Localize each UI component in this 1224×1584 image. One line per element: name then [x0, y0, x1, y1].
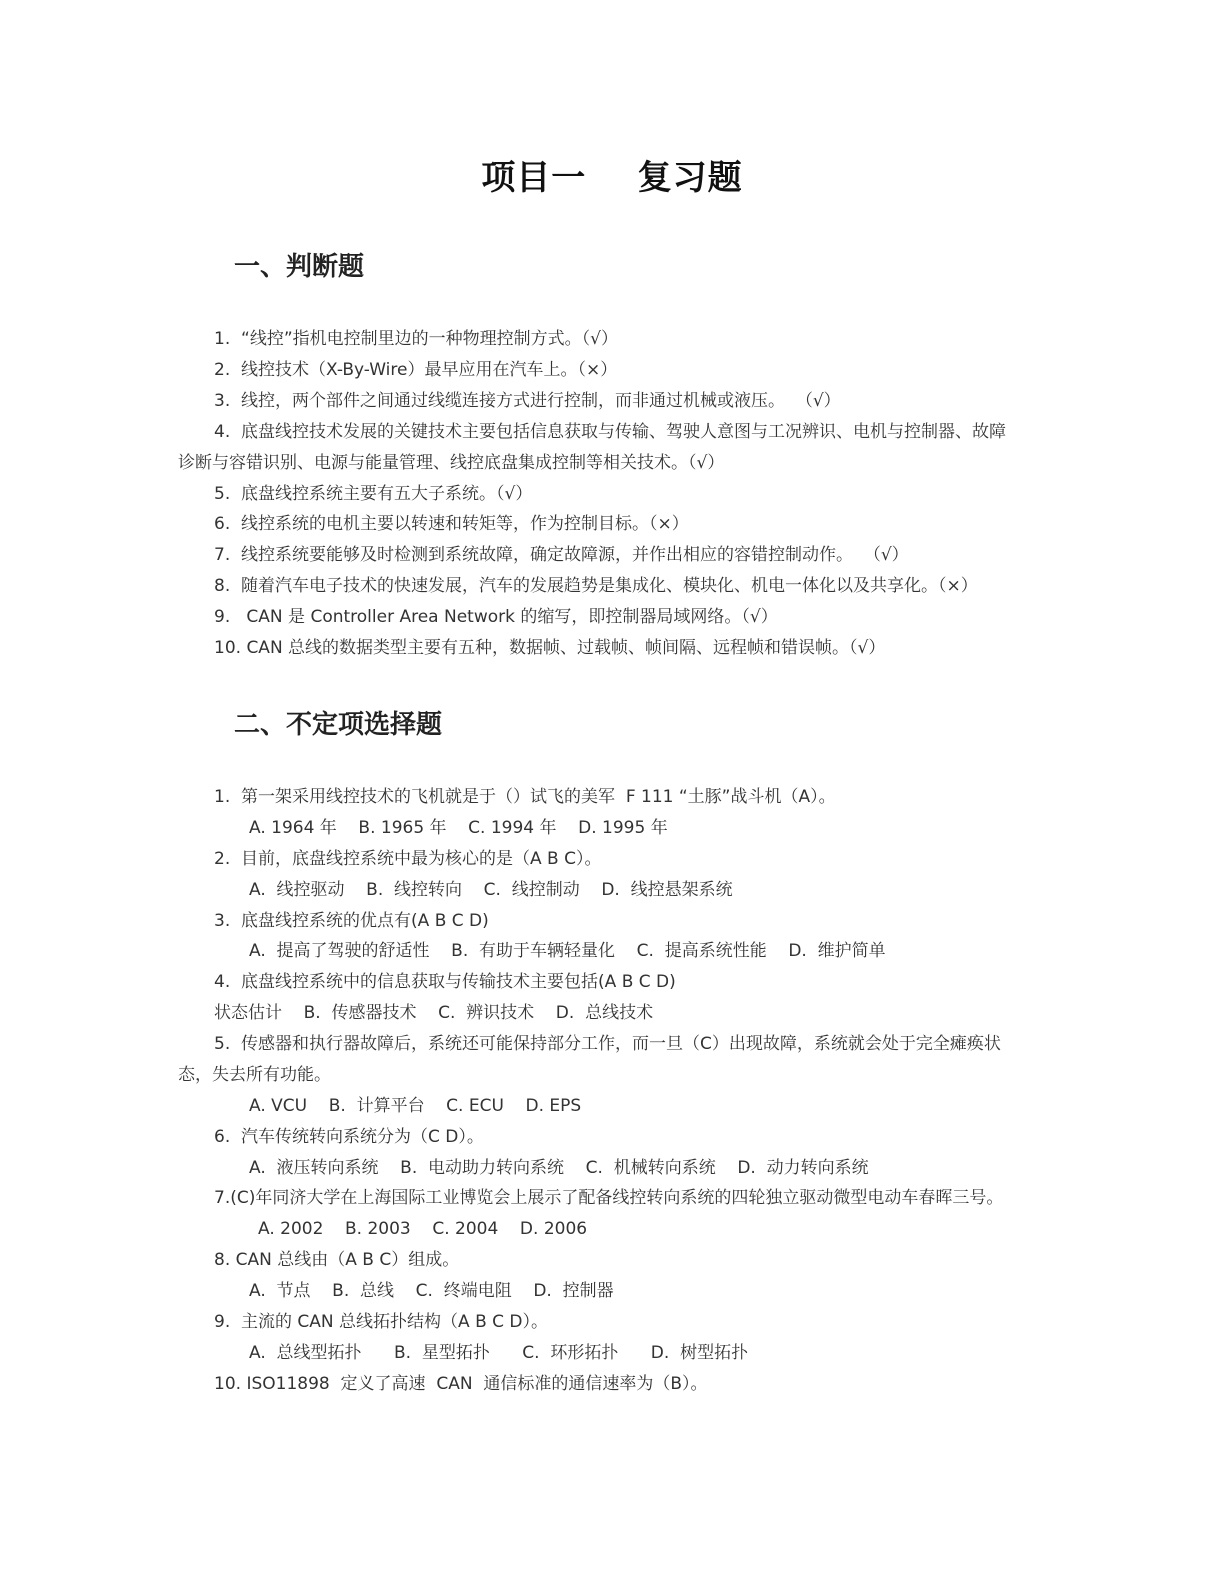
options: A. 2002 B. 2003 C. 2004 D. 2006: [258, 1219, 588, 1239]
options: 状态估计 B. 传感器技术 C. 辨识技术 D. 总线技术: [214, 1003, 654, 1023]
list-item: 10. CAN 总线的数据类型主要有五种，数据帧、过载帧、帧间隔、远程帧和错误帧。（√）: [214, 638, 886, 658]
question: 5. 传感器和执行器故障后，系统还可能保持部分工作，而一旦（C）出现故障，系统就会处于完全瘫痪状: [214, 1034, 1001, 1054]
list-item-continuation: 诊断与容错识别、电源与能量管理、线控底盘集成控制等相关技术。（√）: [178, 453, 725, 473]
question: 9. 主流的 CAN 总线拓扑结构（A B C D）。: [214, 1312, 549, 1332]
list-item: 8. 随着汽车电子技术的快速发展，汽车的发展趋势是集成化、模块化、机电一体化以及共享化。（×）: [214, 576, 978, 596]
question: 7.(C)年同济大学在上海国际工业博览会上展示了配备线控转向系统的四轮独立驱动微型电动车春晖三号。: [214, 1188, 1004, 1208]
options: A. 提高了驾驶的舒适性 B. 有助于车辆轻量化 C. 提高系统性能 D. 维护简单: [249, 941, 886, 961]
options: A. VCU B. 计算平台 C. ECU D. EPS: [249, 1096, 582, 1116]
question-continuation: 态，失去所有功能。: [178, 1065, 331, 1085]
options: A. 线控驱动 B. 线控转向 C. 线控制动 D. 线控悬架系统: [249, 880, 733, 900]
list-item: 7. 线控系统要能够及时检测到系统故障，确定故障源，并作出相应的容错控制动作。 （√）: [214, 545, 909, 565]
question: 2. 目前，底盘线控系统中最为核心的是（A B C）。: [214, 849, 602, 869]
list-item: 5. 底盘线控系统主要有五大子系统。（√）: [214, 484, 533, 504]
list-item: 4. 底盘线控技术发展的关键技术主要包括信息获取与传输、驾驶人意图与工况辨识、电机与控制器、故障: [214, 422, 1007, 442]
question: 10. ISO11898 定义了高速 CAN 通信标准的通信速率为（B）。: [214, 1374, 708, 1394]
question: 8. CAN 总线由（A B C）组成。: [214, 1250, 460, 1270]
options: A. 1964 年 B. 1965 年 C. 1994 年 D. 1995 年: [249, 818, 668, 838]
section-heading-multiple-choice: 二、不定项选择题: [234, 710, 443, 740]
page-title: 项目一 复习题: [481, 158, 743, 198]
question: 1. 第一架采用线控技术的飞机就是于（）试飞的美军 F 111 “土豚”战斗机（A）。: [214, 787, 836, 807]
options: A. 液压转向系统 B. 电动助力转向系统 C. 机械转向系统 D. 动力转向系统: [249, 1158, 869, 1178]
list-item: 1. “线控”指机电控制里边的一种物理控制方式。（√）: [214, 329, 618, 349]
list-item: 6. 线控系统的电机主要以转速和转矩等，作为控制目标。（×）: [214, 514, 689, 534]
options: A. 节点 B. 总线 C. 终端电阻 D. 控制器: [249, 1281, 614, 1301]
list-item: 2. 线控技术（X-By-Wire）最早应用在汽车上。（×）: [214, 360, 618, 380]
list-item: 9. CAN 是 Controller Area Network 的缩写，即控制器局域网络。（√）: [214, 607, 778, 627]
question: 6. 汽车传统转向系统分为（C D）。: [214, 1127, 484, 1147]
section-heading-true-false: 一、判断题: [234, 252, 365, 282]
options: A. 总线型拓扑 B. 星型拓扑 C. 环形拓扑 D. 树型拓扑: [249, 1343, 749, 1363]
question: 3. 底盘线控系统的优点有(A B C D): [214, 911, 489, 931]
question: 4. 底盘线控系统中的信息获取与传输技术主要包括(A B C D): [214, 972, 676, 992]
list-item: 3. 线控，两个部件之间通过线缆连接方式进行控制，而非通过机械或液压。 （√）: [214, 391, 841, 411]
